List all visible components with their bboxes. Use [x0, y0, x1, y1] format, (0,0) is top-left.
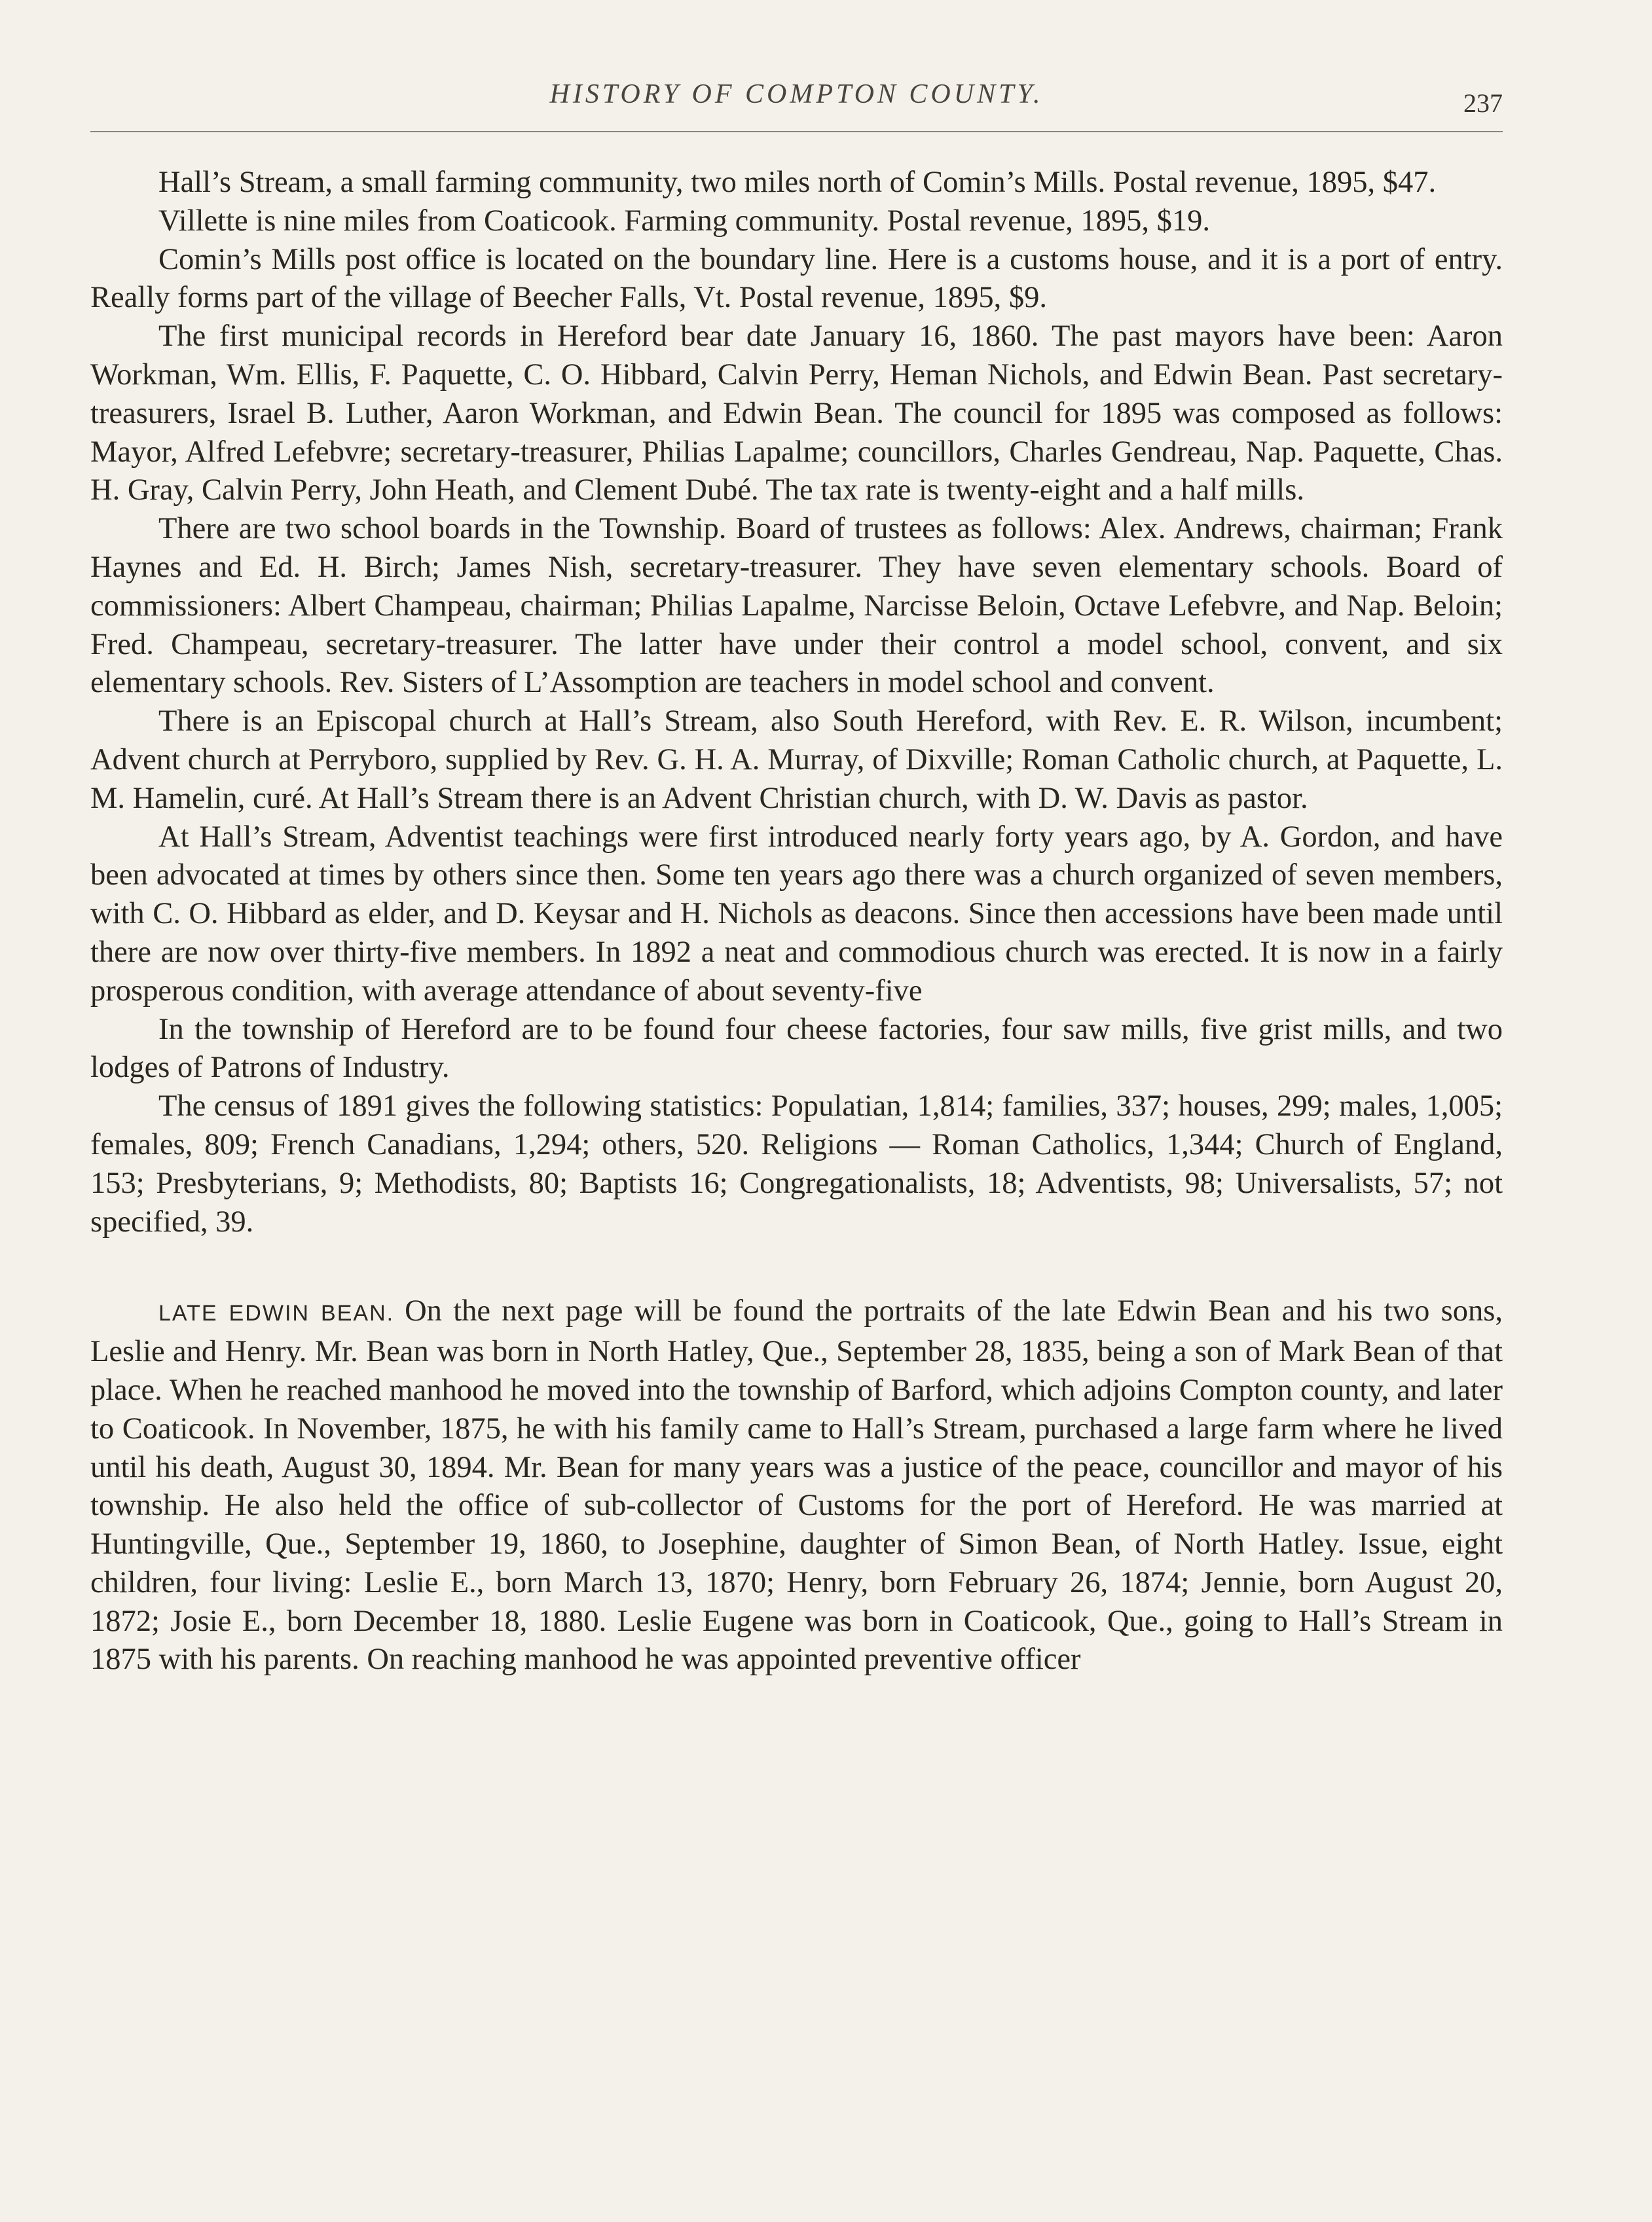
paragraph-comins-mills: Comin’s Mills post office is located on the boundary line. Here is a customs house, and it is a port of entry. Really forms part of the village of Beecher Falls, Vt. Postal revenue, 1895, $9. [90, 242, 1503, 315]
paragraph-industry: In the township of Hereford are to be found four cheese factories, four saw mills, five grist mills, and two lodges of Patrons of Industry. [90, 1012, 1503, 1085]
page [90, 0, 1503, 2222]
paragraph-villette: Villette is nine miles from Coaticook. Farming community. Postal revenue, 1895, $19. [158, 204, 1210, 238]
paragraph-adventist: At Hall’s Stream, Adventist teachings were first introduced nearly forty years ago, by A. Gordon, and have been advocated at times by others since then. Some ten years ago there was a church organized of seven members, with C. O. Hibbard as elder, and D. Keysar and H. Nichols as deacons. Since then accessions have been made until there are now over thirty-five members. In 1892 a neat and commodious church was erected. It is now in a fairly prosperous condition, with average attendance of about seventy-five [90, 820, 1503, 1008]
paragraph-municipal-records: The first municipal records in Hereford bear date January 16, 1860. The past mayors have been: Aaron Workman, Wm. Ellis, F. Paquette, C. O. Hibbard, Calvin Perry, Heman Nichols, and Edwin Bean. Past secretary-treasurers, Israel B. Luther, Aaron Workman, and Edwin Bean. The council for 1895 was composed as follows: Mayor, Alfred Lefebvre; secretary-treasurer, Philias Lapalme; councillors, Charles Gendreau, Nap. Paquette, Chas. H. Gray, Calvin Perry, John Heath, and Clement Dubé. The tax rate is twenty-eight and a half mills. [90, 319, 1503, 507]
paragraph-census: The census of 1891 gives the following statistics: Populatian, 1,814; families, 337; houses, 299; males, 1,005; females, 809; French Canadians, 1,294; others, 520. Religions — Roman Catholics, 1,344; Church of England, 153; Presbyterians, 9; Methodists, 80; Baptists 16; Congregationalists, 18; Adventists, 98; Universalists, 57; not specified, 39. [90, 1089, 1503, 1239]
biography-paragraph [90, 1292, 1503, 1679]
paragraph-school-boards: There are two school boards in the Township. Board of trustees as follows: Alex. Andrews, chairman; Frank Haynes and Ed. H. Birch; James Nish, secretary-treasurer. They have seven elementary schools. Board of commissioners: Albert Champeau, chairman; Philias Lapalme, Narcisse Beloin, Octave Lefebvre, and Nap. Beloin; Fred. Champeau, secretary-treasurer. The latter have under their control a model school, convent, and six elementary schools. Rev. Sisters of L’Assomption are teachers in model school and convent. [90, 512, 1503, 700]
running-head [90, 79, 1503, 131]
page-number: 237 [1463, 88, 1503, 118]
running-title: HISTORY OF COMPTON COUNTY. [549, 79, 1044, 109]
paragraph-churches: There is an Episcopal church at Hall’s Stream, also South Hereford, with Rev. E. R. Wilson, incumbent; Advent church at Perryboro, supplied by Rev. G. H. A. Murray, of Dixville; Roman Catholic church, at Paquette, L. M. Hamelin, curé. At Hall’s Stream there is an Advent Christian church, with D. W. Davis as pastor. [90, 704, 1503, 815]
paragraph-halls-stream: Hall’s Stream, a small farming community, two miles north of Comin’s Mills. Postal revenue, 1895, $47. [158, 166, 1437, 199]
biography-text: On the next page will be found the portraits of the late Edwin Bean and his two sons, Leslie and Henry. Mr. Bean was born in North Hatley, Que., September 28, 1835, being a son of Mark Bean of that place. When he reached manhood he moved into the township of Barford, which adjoins Compton county, and later to Coaticook. In November, 1875, he with his family came to Hall’s Stream, purchased a large farm where he lived until his death, August 30, 1894. Mr. Bean for many years was a justice of the peace, councillor and mayor of his township. He also held the office of sub-collector of Customs for the port of Hereford. He was married at Huntingville, Que., September 19, 1860, to Josephine, daughter of Simon Bean, of North Hatley. Issue, eight children, four living: Leslie E., born March 13, 1870; Henry, born February 26, 1874; Jennie, born August 20, 1872; Josie E., born December 18, 1880. Leslie Eugene was born in Coaticook, Que., going to Hall’s Stream in 1875 with his parents. On reaching manhood he was appointed preventive officer [90, 1294, 1503, 1677]
body-text [90, 164, 1503, 1679]
biography-heading: LATE EDWIN BEAN. [158, 1301, 395, 1326]
header-rule [90, 131, 1503, 132]
